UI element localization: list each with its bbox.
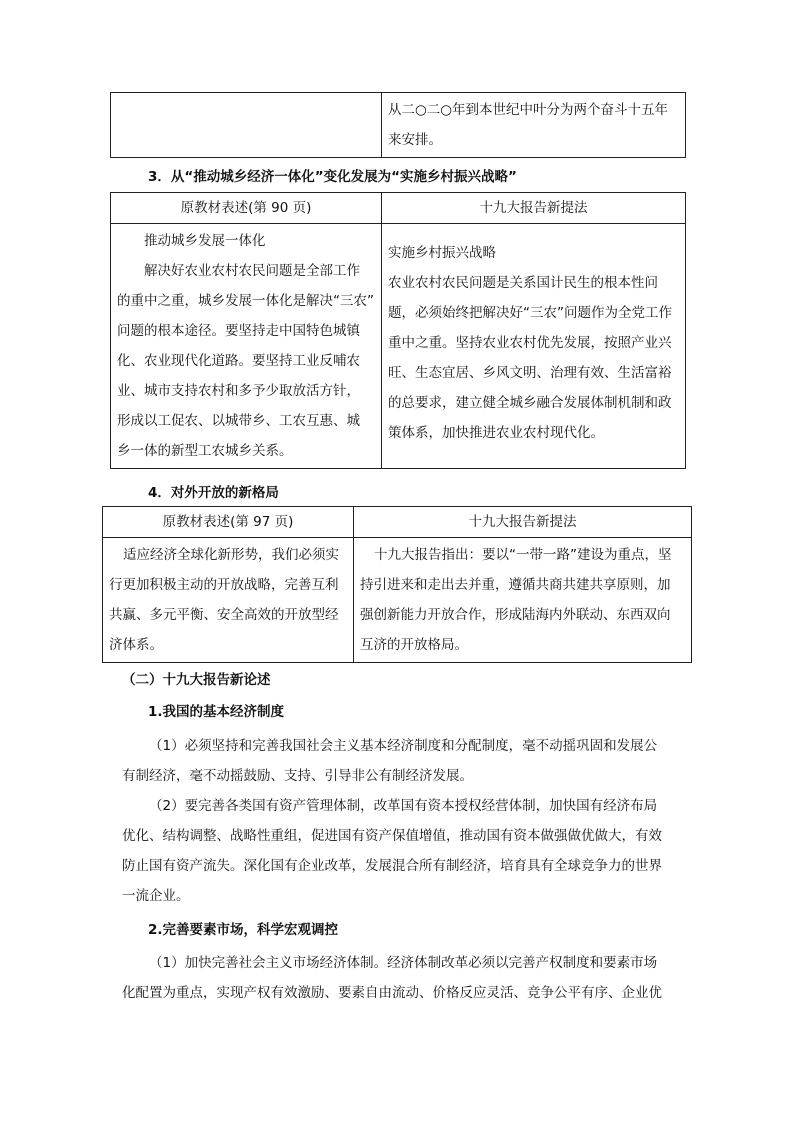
table3-left-cell [111, 224, 382, 469]
section-heading: （二）十九大报告新论述 [122, 672, 271, 688]
paragraph-line: 有制经济，毫不动摇鼓励、支持、引导非公有制经济发展。 [122, 768, 473, 784]
table3-left-line: 的重中之重，城乡发展一体化是解决“三农” [117, 293, 374, 309]
paragraph-line: （1）必须坚持和完善我国社会主义基本经济制度和分配制度，毫不动摇巩固和发展公 [149, 738, 658, 754]
table4-right-line: 强创新能力开放合作，形成陆海内外联动、东西双向 [360, 607, 671, 623]
table3-header-right: 十九大报告新提法 [382, 193, 686, 224]
paragraph-2 [122, 791, 692, 911]
paragraph-line: 一流企业。 [122, 888, 190, 904]
table4-right-cell [354, 538, 692, 663]
paragraph-line: 化配置为重点，实现产权有效激励、要素自由流动、价格反应灵活、竞争公平有序、企业优 [122, 985, 662, 1001]
table3-right-line: 旺、生态宜居、乡风文明、治理有效、生活富裕 [388, 365, 672, 381]
table3-right-line: 题，必须始终把解决好“三农”问题作为全党工作 [388, 305, 672, 321]
paragraph-line: 防止国有资产流失。深化国有企业改革，发展混合所有制经济，培育具有全球竞争力的世界 [122, 858, 662, 874]
continuation-right-cell [382, 93, 686, 158]
subheading-2: 2.完善要素市场，科学宏观调控 [148, 922, 339, 938]
subheading-1: 1.我国的基本经济制度 [148, 704, 285, 720]
table3-left-line: 解决好农业农村农民问题是全部工作 [144, 263, 360, 279]
table4-left-line: 济体系。 [109, 637, 163, 653]
table3-left-line: 乡一体的新型工农城乡关系。 [117, 443, 293, 459]
table4-left-line: 适应经济全球化新形势，我们必须实 [123, 547, 339, 563]
table3-left-line: 化、农业现代化道路。要坚持工业反哺农 [117, 353, 360, 369]
table3-left-line: 形成以工促农、以城带乡、工农互惠、城 [117, 413, 360, 429]
table4-header-left: 原教材表述(第 97 页) [103, 507, 354, 538]
table4-left-cell [103, 538, 354, 663]
table4-right-line: 互济的开放格局。 [360, 637, 468, 653]
table3-header-left: 原教材表述(第 90 页) [111, 193, 382, 224]
paragraph-1 [122, 731, 692, 791]
table4-left-line: 共赢、多元平衡、安全高效的开放型经 [109, 607, 339, 623]
heading-3: 3．从“推动城乡经济一体化”变化发展为“实施乡村振兴战略” [148, 169, 517, 185]
table4-left-line: 行更加积极主动的开放战略，完善互利 [109, 577, 339, 593]
table3-right-line: 重中之重。坚持农业农村优先发展，按照产业兴 [388, 335, 672, 351]
continuation-table [110, 92, 686, 158]
table3-left-line: 问题的根本途径。要坚持走中国特色城镇 [117, 323, 360, 339]
table3-right-title: 实施乡村振兴战略 [388, 245, 496, 261]
table3-left-line: 业、城市支持农村和多予少取放活方针， [117, 383, 360, 399]
table3-right-line: 策体系，加快推进农业农村现代化。 [388, 425, 604, 441]
paragraph-line: （2）要完善各类国有资产管理体制，改革国有资本授权经营体制，加快国有经济布局 [149, 798, 658, 814]
comparison-table-4 [102, 506, 692, 663]
paragraph-3 [122, 948, 692, 1008]
continuation-left-cell [111, 93, 382, 158]
paragraph-line: （1）加快完善社会主义市场经济体制。经济体制改革必须以完善产权制度和要素市场 [149, 955, 658, 971]
paragraph-line: 优化、结构调整、战略性重组，促进国有资产保值增值，推动国有资本做强做优做大，有效 [122, 828, 662, 844]
table4-header-right: 十九大报告新提法 [354, 507, 692, 538]
continuation-line: 从二○二○年到本世纪中叶分为两个奋斗十五年 [388, 102, 669, 118]
comparison-table-3 [110, 192, 686, 469]
table3-left-title: 推动城乡发展一体化 [144, 233, 266, 249]
table3-right-line: 农业农村农民问题是关系国计民生的根本性问 [388, 275, 658, 291]
table4-right-line: 十九大报告指出：要以“一带一路”建设为重点，坚 [374, 547, 672, 563]
continuation-line: 来安排。 [388, 132, 442, 148]
table3-right-cell [382, 224, 686, 469]
heading-4: 4．对外开放的新格局 [148, 485, 279, 501]
table3-right-line: 的总要求，建立健全城乡融合发展体制机制和政 [388, 395, 672, 411]
table4-right-line: 持引进来和走出去并重，遵循共商共建共享原则，加 [360, 577, 671, 593]
